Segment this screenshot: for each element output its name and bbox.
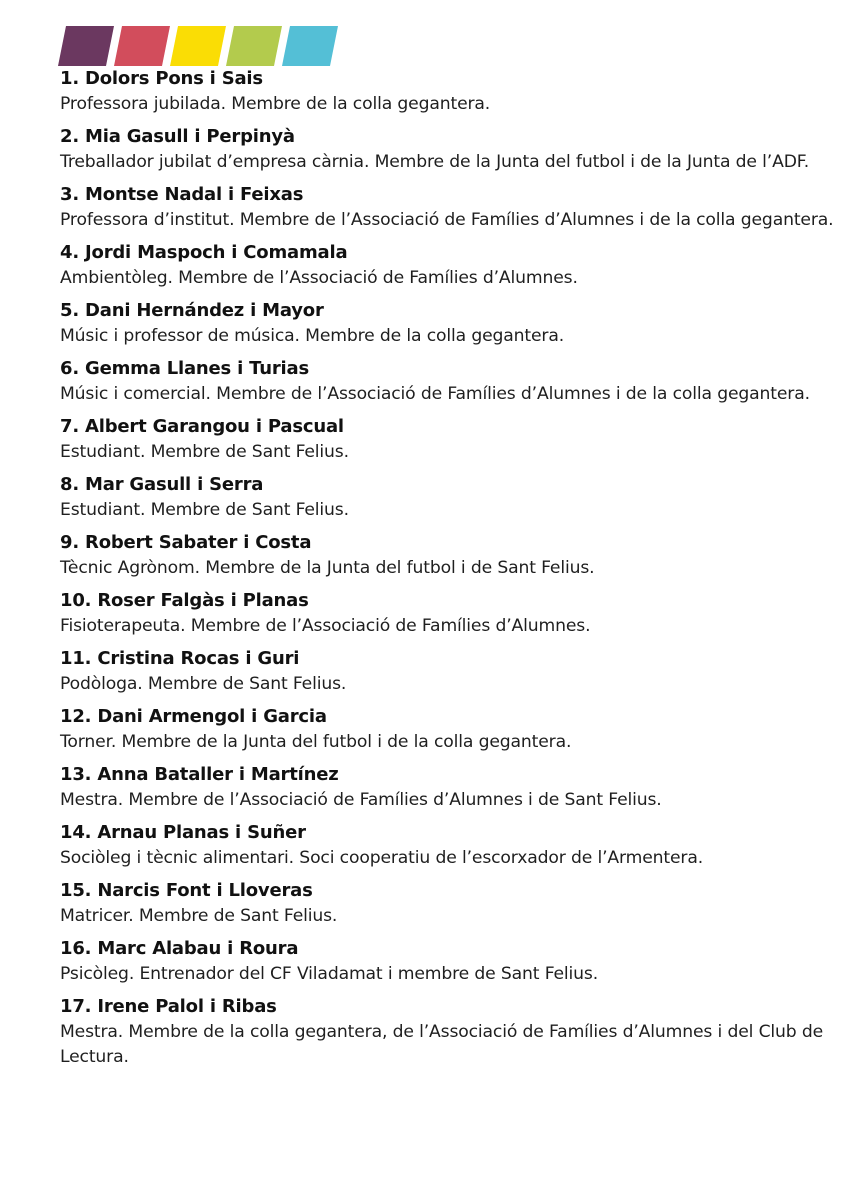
candidate-name: 2. Mia Gasull i Perpinyà <box>60 126 295 147</box>
candidate-item <box>60 762 840 813</box>
candidate-name: 11. Cristina Rocas i Guri <box>60 648 300 669</box>
candidate-name: 13. Anna Bataller i Martínez <box>60 764 339 785</box>
candidate-item <box>60 356 840 407</box>
candidate-item <box>60 472 840 523</box>
candidate-name: 7. Albert Garangou i Pascual <box>60 416 344 437</box>
candidate-item <box>60 588 840 639</box>
candidate-description: Professora d’institut. Membre de l’Associació de Famílies d’Alumnes i de la colla gegantera. <box>60 210 834 230</box>
candidate-list <box>60 66 840 1077</box>
candidate-name: 15. Narcis Font i Lloveras <box>60 880 313 901</box>
candidate-name: 6. Gemma Llanes i Turias <box>60 358 309 379</box>
candidate-item <box>60 646 840 697</box>
candidate-description: Torner. Membre de la Junta del futbol i de la colla gegantera. <box>60 732 572 752</box>
candidate-description: Professora jubilada. Membre de la colla gegantera. <box>60 94 491 114</box>
candidate-name: 5. Dani Hernández i Mayor <box>60 300 324 321</box>
color-swatch-yellow <box>170 26 226 66</box>
candidate-item <box>60 182 840 233</box>
candidate-description: Músic i professor de música. Membre de la colla gegantera. <box>60 326 565 346</box>
candidate-description: Mestra. Membre de la colla gegantera, de l’Associació de Famílies d’Alumnes i del Club de Lectura. <box>60 1022 824 1067</box>
color-swatch-green <box>226 26 282 66</box>
candidate-description: Ambientòleg. Membre de l’Associació de Famílies d’Alumnes. <box>60 268 578 288</box>
candidate-item <box>60 124 840 175</box>
candidate-item <box>60 994 840 1070</box>
candidate-description: Tècnic Agrònom. Membre de la Junta del futbol i de Sant Felius. <box>60 558 595 578</box>
candidate-description: Mestra. Membre de l’Associació de Famílies d’Alumnes i de Sant Felius. <box>60 790 662 810</box>
candidate-name: 14. Arnau Planas i Suñer <box>60 822 306 843</box>
candidate-name: 8. Mar Gasull i Serra <box>60 474 264 495</box>
color-swatch-red <box>114 26 170 66</box>
candidate-item <box>60 66 840 117</box>
candidate-item <box>60 530 840 581</box>
candidate-name: 9. Robert Sabater i Costa <box>60 532 312 553</box>
candidate-item <box>60 878 840 929</box>
color-swatch-blue <box>282 26 338 66</box>
candidate-description: Estudiant. Membre de Sant Felius. <box>60 442 349 462</box>
candidate-item <box>60 936 840 987</box>
candidate-name: 12. Dani Armengol i Garcia <box>60 706 327 727</box>
candidate-description: Treballador jubilat d’empresa càrnia. Membre de la Junta del futbol i de la Junta de l’ADF. <box>60 152 810 172</box>
candidate-item <box>60 820 840 871</box>
candidate-description: Fisioterapeuta. Membre de l’Associació de Famílies d’Alumnes. <box>60 616 591 636</box>
candidate-description: Matricer. Membre de Sant Felius. <box>60 906 338 926</box>
candidate-name: 1. Dolors Pons i Sais <box>60 68 263 89</box>
color-swatch-purple <box>58 26 114 66</box>
candidate-description: Estudiant. Membre de Sant Felius. <box>60 500 349 520</box>
candidate-name: 10. Roser Falgàs i Planas <box>60 590 309 611</box>
candidate-description: Podòloga. Membre de Sant Felius. <box>60 674 347 694</box>
color-stripe-decoration <box>58 26 348 66</box>
candidate-name: 4. Jordi Maspoch i Comamala <box>60 242 348 263</box>
candidate-item <box>60 704 840 755</box>
color-stripe-svg <box>58 26 348 66</box>
candidate-description: Psicòleg. Entrenador del CF Viladamat i membre de Sant Felius. <box>60 964 599 984</box>
candidate-item <box>60 240 840 291</box>
candidate-name: 3. Montse Nadal i Feixas <box>60 184 304 205</box>
candidate-item <box>60 414 840 465</box>
candidate-description: Sociòleg i tècnic alimentari. Soci cooperatiu de l’escorxador de l’Armentera. <box>60 848 704 868</box>
candidate-description: Músic i comercial. Membre de l’Associació de Famílies d’Alumnes i de la colla gegantera. <box>60 384 810 404</box>
candidate-name: 16. Marc Alabau i Roura <box>60 938 299 959</box>
candidate-item <box>60 298 840 349</box>
candidate-name: 17. Irene Palol i Ribas <box>60 996 277 1017</box>
